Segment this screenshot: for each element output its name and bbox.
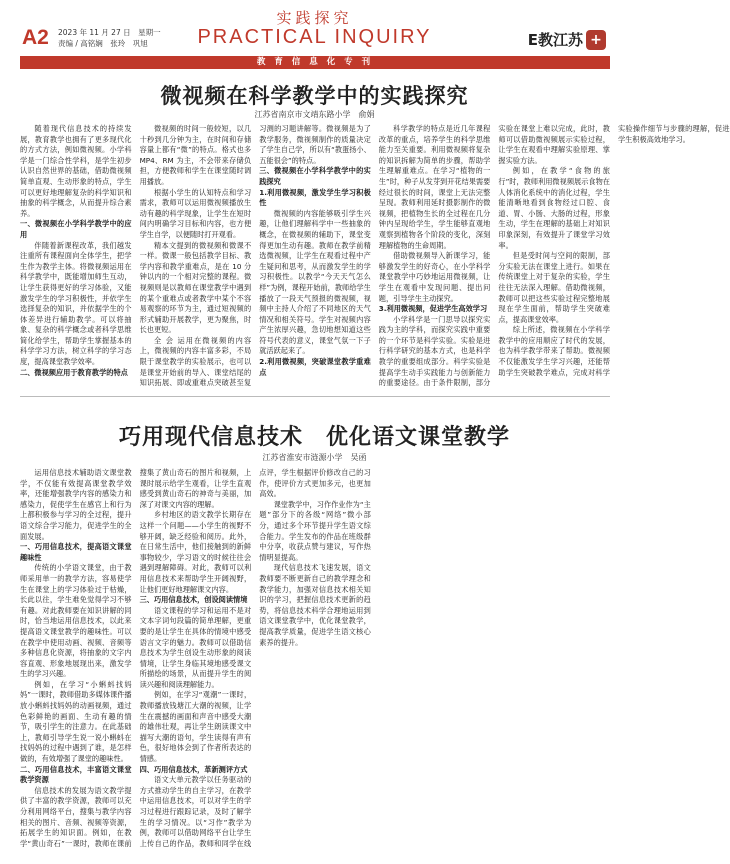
body-paragraph: 但是受时间与空间的限制，部分实验无法在课堂上进行。如果在传统课堂上对于复杂的实验，学生往往无法深入理解。借助微视频，教师可以把这些实验过程完整地展现在学生面前，帮助学生突破难点，提高课堂效率。 [498, 251, 610, 324]
body-paragraph: 伴随着新课程改革，我们越发注重所有课程面向全体学生，把学生作为教学主体。将微视频运用在科学教学中，既能增加师生互动，让学生获得更好的学习体验，又能激发学生的学习积极性，并依学生选择复杂的知识，并依据学生的个体差异进行辅助教学。可以将抽象、复杂的科学概念或者科学思维简化给学生，帮助学生掌握基本的科学学习方法，树立科学的学习态度，提高课堂教学效率。 [20, 240, 132, 367]
section-heading: 3.利用微视频，促进学生高效学习 [378, 304, 488, 314]
section-heading: 二、微视频应用于教育教学的特点 [20, 367, 128, 377]
issue-meta [58, 27, 161, 49]
body-paragraph: 课堂教学中，习作作业作为“主题”部分下的各级“网络”微小部分，通过多个环节提升学生语文综合能力。学生发布的作品在班级群中分享，收获点赞与建议，写作热情明显提高。 [259, 499, 371, 562]
body-paragraph: 乡村地区的语文教学长期存在这样一个问题——小学生的视野不够开阔，缺乏经验和阅历。此外，在日常生活中，他们接触到的新鲜事物较少，学习语文的时候往往会遇到理解障碍。对此，教师可以利用信息技术来帮助学生开阔视野，让他们更好地理解课文内容。 [139, 510, 252, 594]
column-name: 教 育 信 息 化 专 刊 [256, 57, 374, 67]
section-heading: 四、巧用信息技术，革新测评方式 [139, 764, 248, 774]
brand-logo [528, 29, 606, 50]
page-header [0, 0, 629, 74]
page-number: A2 [22, 26, 49, 49]
section-kicker-en: PRACTICAL INQUIRY [197, 26, 432, 48]
article2-body [20, 468, 610, 856]
section-heading: 二、巧用信息技术，丰富语文课堂教学资源 [20, 764, 132, 785]
body-paragraph: 微视频的内容能够吸引学生兴趣，让他们理解科学中一些抽象的概念，在微视频的辅助下，课堂变得更加生动有趣。教师在教学前精选微视频，让学生在观看过程中产生疑问和思考，从而激发学生的学习积极性。以教学“今天天气怎么样”为例，课程开始前，教师给学生播放了一段天气预报的微视频，视频中主持人介绍了不同地区的天气情况和相关符号。学生对视频内容产生浓厚兴趣，急切地想知道这些符号代表的意义，课堂气氛一下子就活跃起来了。 [259, 208, 371, 356]
section-divider [20, 396, 610, 397]
body-paragraph: 例如，在学习“观潮”一课时，教师播放钱塘江大潮的视频，让学生在震撼的画面和声音中感受大潮的雄伟壮观，再让学生朗读课文中描写大潮的语句，学生读得有声有色，很好地体会到了作者所表达的情感。 [139, 690, 252, 764]
section-heading: 三、巧用信息技术，创设阅读情境 [139, 595, 248, 605]
body-paragraph: 语文课程的学习和运用不是对文本字词句段篇的简单理解，更重要的是让学生在具体的情境中感受语言文字的魅力。教师可以借助信息技术为学生创设生动形象的阅读情境，让学生身临其境地感受课文所描绘的场景，从而提升学生的阅读兴趣和阅读理解能力。 [139, 605, 252, 689]
body-paragraph: 例如，在教学“食物的旅行”时，教师利用微视频展示食物在人体消化系统中的消化过程，学生能清晰地看到食物经过口腔、食道、胃、小肠、大肠的过程，形象生动，学生在理解的基础上对知识印象深刻，有效提升了课堂学习效率。 [498, 166, 610, 250]
body-paragraph: 综上所述，微视频在小学科学教学中的应用顺应了时代的发展，也为科学教学带来了帮助。微视频不仅能激发学生学习兴趣，还能帮助学生突破教学难点，完成对科学实验操作细节与步骤的理解，促进学生积极高效地学习。 [498, 124, 730, 377]
section-kicker-cn: 实践探究 [276, 9, 353, 27]
body-paragraph: 全 会 运用在微视频的内容上，微视频的内容丰富多彩，不局限于课堂教学的实验展示，也可以是课堂开始前的导入、课堂结尾的知识拓展、即或重难点突破甚至复习测的习题讲解等。微视频是为了教学服务，微视频制作的质量决定了学生自己学，所以有“教蛋扬小、五能很会”的特点。 [139, 124, 371, 388]
section-heading: 一、微视频在小学科学教学中的应用 [20, 219, 132, 239]
section-heading: 三、微视频在小学科学教学中的实践探究 [259, 166, 371, 186]
body-paragraph: 传统的小学语文课堂，由于教师采用单一的教学方法，容易使学生在课堂上的学习体验过于枯燥，长此以往，学生难免觉得学习不够有趣。对此教师要在知识讲解的同时，恰当地运用信息技术，以此来提高语文课堂教学的趣味性。可以在教学中使用动画、视频、音频等多种信息化资源，将抽象的文字内容直观、形象地展现出来，激发学生的学习兴趣。 [20, 563, 132, 679]
body-paragraph: 信息技术的发展为语文教学提供了丰富的教学资源，教师可以充分利用网络平台，搜集与教学内容相关的图片、音频、视频等资源，拓展学生的知识面。例如，在教学“黄山奇石”一课时，教师在课前搜集了黄山奇石的图片和视频，上课时展示给学生观看，让学生直观感受到黄山奇石的神奇与美丽，加深了对课文内容的理解。 [20, 468, 252, 848]
column-banner [20, 56, 610, 69]
article1-body [20, 124, 730, 392]
section-heading: 一、巧用信息技术，提高语文课堂趣味性 [20, 542, 132, 562]
article1-title: 微视频在科学教学中的实践探究 [160, 84, 469, 108]
body-paragraph: 语文大单元教学以任务驱动的方式推动学生的自主学习，在教学中运用信息技术，可以对学生的学习过程进行跟踪记录，及时了解学生的学习情况。以“习作”教学为例，教师可以借助网络平台让学生上传自己的作品，教师和同学在线点评，学生根据评价修改自己的习作，使评价方式更加多元，也更加高效。 [139, 468, 371, 848]
plus-icon: + [586, 30, 606, 50]
body-paragraph: 借助微视频导入新课学习，能够激发学生的好奇心，在小学科学课堂教学中巧妙地运用微视频，让学生在观看中发现问题、提出问题，引导学生主动探究。 [378, 251, 491, 303]
editor-credits: 责编 / 高铭娴 张玲 巩旭 [58, 39, 148, 48]
body-paragraph: 科学教学的特点是近几年课程改革的重点，培养学生的科学思维能力至关重要。利用微视频将复杂的知识拆解为简单的步骤，帮助学生理解重难点。在学习“植物的一生”时，种子从发芽到开花结果需要经过很长的时间，课堂上无法完整呈现。教师利用延时摄影制作的微视频，把植物生长的全过程在几分钟内呈现给学生，学生能够直观地观察到植物各个阶段的变化，深刻理解植物的生命周期。 [378, 124, 491, 250]
body-paragraph: 精本文提到的微视频和微课不一样。微课一般包括教学目标、教学内容和教学重难点，是在 10 分钟以内的一个相对完整的课程。微视频则是以教师在课堂教学中遇到的某个重难点或者教学中某个不容易观察的环节为主，通过短视频的形式辅助开展教学，更为聚焦，时长也更短。 [139, 240, 252, 335]
body-paragraph: 例如，在学习“小蝌蚪找妈妈”一课时，教师借助多媒体课件播放小蝌蚪找妈妈的动画视频，通过色彩鲜艳的画面、生动有趣的情节，吸引学生的注意力。在此基础上，教师引导学生说一说小蝌蚪在找妈妈的过程中遇到了谁，是怎样做的，有效增强了课堂的趣味性。 [20, 679, 132, 764]
body-paragraph: 微视频的时间一般较短，以几十秒到几分钟为主，在时间和存储容量上都有“微”的特点。格式也多 MP4、RM 为主，不会带来存储负担，方便教师和学生在课堂随时调用播放。 [139, 124, 252, 186]
issue-date: 2023 年 11 月 27 日 星期一 [58, 28, 161, 37]
body-paragraph: 现代信息技术飞速发展，语文教师要不断更新自己的教学理念和教学能力，加强对信息技术相关知识的学习，把握信息技术更新的趋势，将信息技术科学合理地运用到语文课堂教学中，优化课堂教学，提高教学质量，促进学生语文核心素养的提升。 [259, 563, 371, 647]
body-paragraph: 根据小学生的认知特点和学习需求，教师可以运用微视频播放生动有趣的科学现象，让学生在短时间内明确学习目标和内容，也方便学生自学，以便随时打开观看。 [139, 187, 252, 239]
article2-byline: 江苏省淮安市涟源小学 吴函 [262, 453, 367, 462]
section-heading: 2.利用微视频，突破课堂教学重难点 [259, 357, 371, 377]
article1-byline: 江苏省南京市文靖东路小学 俞娟 [254, 110, 375, 119]
body-paragraph: 小学科学是一门思导以探究实践为主的学科，而探究实践中重要的一个环节是科学实验。实验是进行科学研究的基本方式，也是科学教学的重要组成部分。科学实验是提高学生动手实践能力与创新能力的重要途径。由于条件限制，部分实验在课堂上难以完成，此时，教师可以借助微视频展示实验过程，让学生在观看中理解实验原理、掌握实验方法。 [378, 124, 610, 388]
article2-title: 巧用现代信息技术 优化语文课堂教学 [118, 425, 510, 450]
brand-name: E教江苏 [527, 31, 583, 49]
body-paragraph: 运用信息技术辅助语文课堂教学，不仅能有效提高课堂教学效率，还能增强教学内容的感染力和感染力，促使学生在感官上和行为上都积极参与学习的全过程，提升语文综合学习能力，促进学生的全面发展。 [20, 468, 132, 541]
section-heading: 1.利用微视频，激发学生学习积极性 [259, 187, 371, 208]
body-paragraph: 随着现代信息技术的持续发展，教育教学也拥有了更多现代化的方式方法，例如微视频。小学科学是一门综合性学科，是学生初步认识自然世界的基础，借助微视频简单直观、生动形象的特点，学生可以更好地理解复杂的科学知识和抽象的科学概念，从而提升综合素养。 [20, 124, 132, 218]
